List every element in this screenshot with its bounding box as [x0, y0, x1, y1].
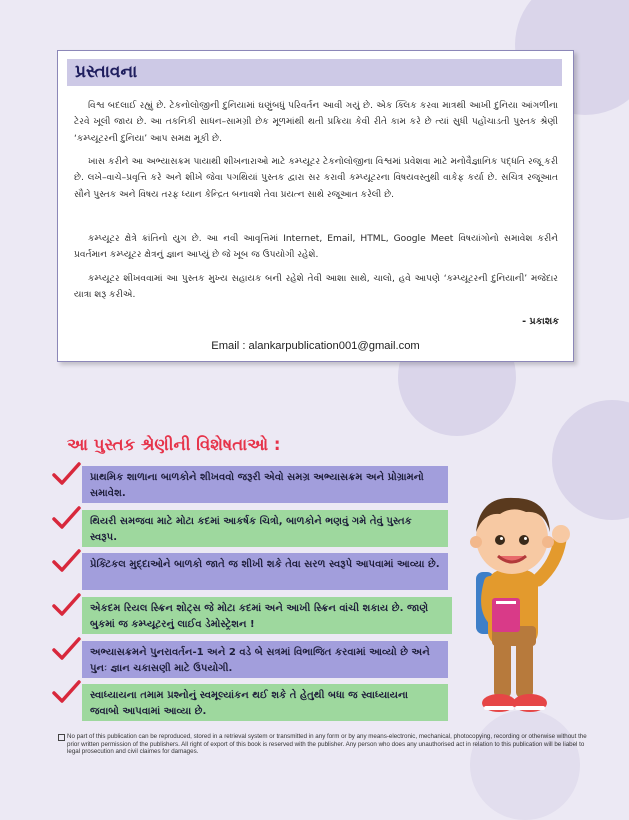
- feature-item-3: [82, 553, 448, 590]
- feature-item-2: [82, 510, 448, 547]
- feature-item-4: [82, 597, 452, 634]
- check-mark-icon: [51, 636, 81, 662]
- check-mark-icon: [51, 461, 81, 487]
- copyright-disclaimer: [67, 733, 597, 756]
- disclaimer-text: No part of this publication can be reproduced, stored in a retrieval system or transmitted in any form or by any means-electronic, mechanical, photocopying, recording or otherwise without the prior written permission of the publishers. All right of export of this book is reserved with the publisher. Any person who does any unauthorised act in relation to this publication will be liabel to legal prosecution and civil claimes for damages.: [67, 733, 587, 756]
- feature-text: એકદમ રિયલ સ્ક્રિન શોટ્સ જે મોટા કદમાં અને આખી સ્ક્રિન વાંચી શકાય છે. જાણે બુકમાં જ કમ્પ્યૂટરનું લાઈવ ડેમોસ્ટ્રેશન !: [90, 603, 429, 630]
- check-mark-icon: [51, 548, 81, 574]
- publisher-signature: - પ્રકાશક: [522, 316, 559, 327]
- publisher-email: Email : alankarpublication001@gmail.com: [211, 340, 420, 352]
- features-heading: આ પુસ્તક શ્રેણીની વિશેષતાઓ :: [67, 435, 281, 454]
- preface-paragraph-3: કમ્પ્યૂટર ક્ષેત્રે ક્રાંતિનો યુગ છે. આ નવી આવૃત્તિમાં Internet, Email, HTML, Google Meet વિષયાંગોનો સમાવેશ કરીને પ્રવર્તમાન કમ્પ્યૂટર ક્ષેત્રનું જ્ઞાન આપ્યું છે જે ખૂબ જ ઉપયોગી રહેશે.: [74, 234, 558, 261]
- feature-text: અભ્યાસક્રમને પુનરાવર્તન-1 અને 2 વડે બે સત્રમાં વિભાજિત કરવામાં આવ્યો છે અને પુનઃ જ્ઞાન ચકાસણી માટે ઉપયોગી.: [90, 647, 430, 674]
- disclaimer-box-icon: [58, 734, 65, 741]
- feature-text: થિયરી સમજવા માટે મોટા કદમાં આકર્ષક ચિત્રો, બાળકોને ભણવું ગમે તેવું પુસ્તક સ્વરૂપ.: [90, 516, 412, 543]
- preface-title: પ્રસ્તાવના: [75, 62, 138, 82]
- feature-text: પ્રેક્ટિકલ મુદ્દાઓને બાળકો જાતે જ શીખી શકે તેવા સરળ સ્વરૂપે આપવામાં આવ્યા છે.: [90, 559, 440, 570]
- check-mark-icon: [51, 679, 81, 705]
- feature-item-1: [82, 466, 448, 503]
- feature-text: પ્રાથમિક શાળાના બાળકોને શીખવવો જરૂરી એવો સમગ્ર અભ્યાસક્રમ અને પ્રોગ્રામનો સમાવેશ.: [90, 472, 424, 499]
- feature-text: સ્વાધ્યાયના તમામ પ્રશ્નોનું સ્વમૂલ્યાંકન થઈ શકે તે હેતુથી બધા જ સ્વાધ્યાયના જવાબો આપવામાં આવ્યા છે.: [90, 690, 408, 717]
- feature-item-5: [82, 641, 448, 678]
- preface-box: [57, 50, 574, 362]
- background-circle-bottom: [470, 710, 580, 820]
- preface-paragraph-1: વિશ્વ બદલાઈ રહ્યું છે. ટેકનોલોજીની દુનિયામાં ઘણુંબધું પરિવર્તન આવી ગયું છે. એક ક્લિક કરવા માત્રથી આખી દુનિયા આંગળીના ટેરવે ખૂલી જાય છે. આ તકનિકી સાધન–સામગ્રી છેક મૂળમાંથી થતી પ્રક્રિયા કેવી રીતે કામ કરે છે ત્યાં સુધી પહોંચાડતી પુસ્તક શ્રેણી ‘કમ્પ્યૂટરની દુનિયા’ આપ સમક્ષ મૂકી છે.: [74, 101, 558, 144]
- preface-paragraph-4: કમ્પ્યૂટર શીખવવામાં આ પુસ્તક મુખ્ય સહાયક બની રહેશે તેવી આશા સાથે, ચાલો, હવે આપણે ‘કમ્પ્યૂટરની દુનિયાની’ મજેદાર યાત્રા શરૂ કરીએ.: [74, 274, 558, 301]
- cartoon-boy-illustration: [452, 480, 572, 720]
- preface-paragraph-2: ખાસ કરીને આ અભ્યાસક્રમ પાયાથી શીખનારાઓ માટે કમ્પ્યૂટર ટેકનોલોજીના વિશ્વમાં પ્રવેશવા માટે મનોવૈજ્ઞાનિક પદ્ધતિ રજૂ કરી છે. લખે–વાચે–પ્રવૃત્તિ કરે અને શીખે જેવા પગથિયાં પુસ્તક દ્વારા સર કરાવી કમ્પ્યૂટરના વિષયવસ્તુથી વાકેફ કર્યા છે. સચિત્ર રજૂઆત સૌને પુસ્તક અને વિષય તરફ ધ્યાન કેન્દ્રિત બનાવશે તેવા પ્રયત્ન સાથે રજૂઆત કરેલી છે.: [74, 157, 558, 200]
- preface-title-bar: [67, 59, 562, 86]
- check-mark-icon: [51, 592, 81, 618]
- feature-item-6: [82, 684, 448, 721]
- check-mark-icon: [51, 505, 81, 531]
